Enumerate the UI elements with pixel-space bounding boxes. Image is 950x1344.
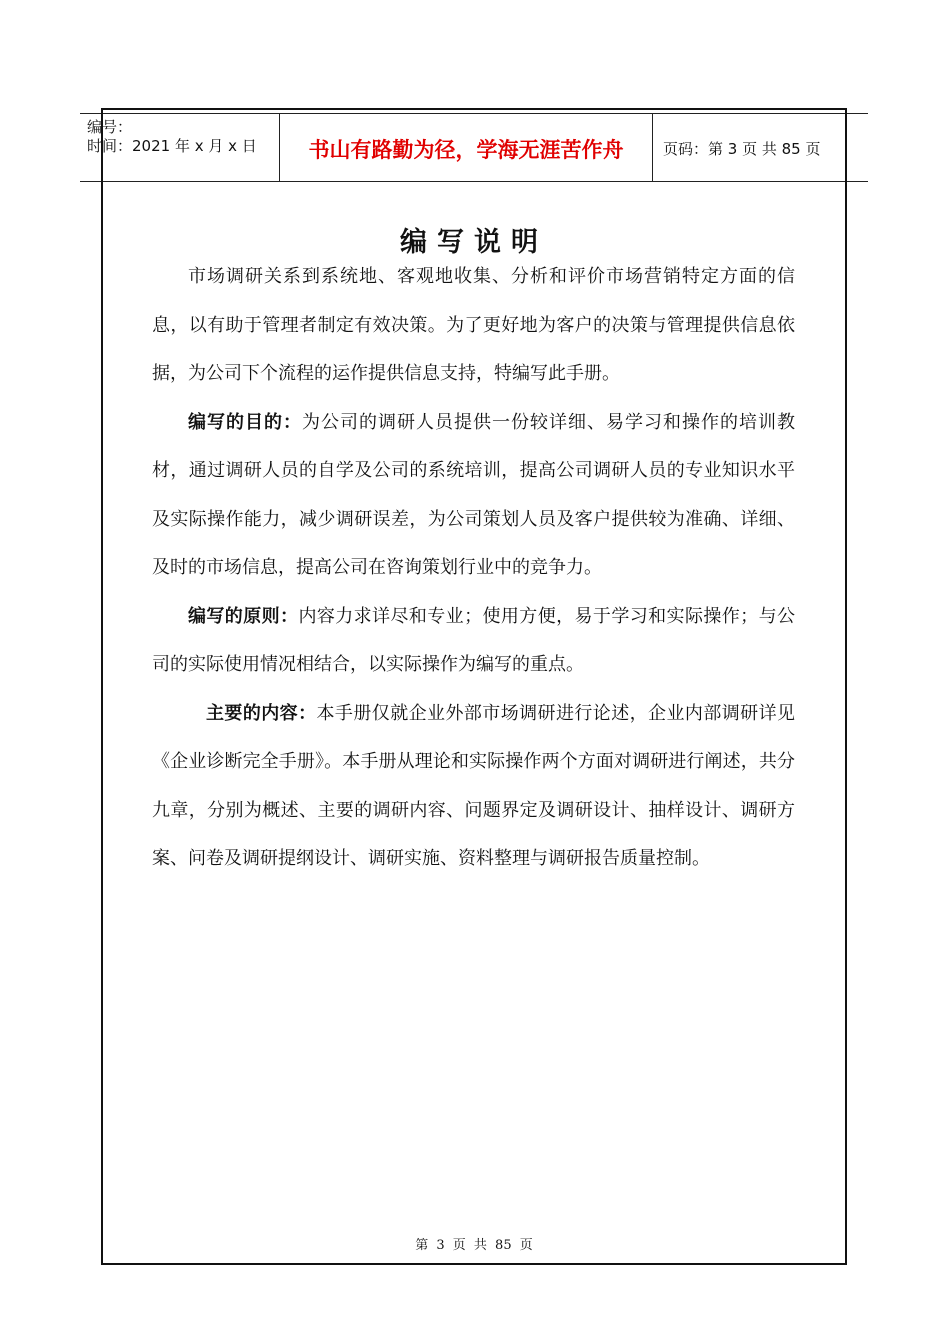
paragraph-purpose-heading: 编写的目的： xyxy=(188,411,302,433)
document-body xyxy=(152,253,795,884)
header-page-indicator: 页码：第 3 页 共 85 页 xyxy=(663,140,821,158)
paragraph-purpose xyxy=(152,399,795,593)
paragraph-intro-text: 市场调研关系到系统地、客观地收集、分析和评价市场营销特定方面的信息，以有助于管理者制定有效决策。为了更好地为客户的决策与管理提供信息依据，为公司下个流程的运作提供信息支持，特编写此手册。 xyxy=(152,266,795,384)
paragraph-contents-heading: 主要的内容： xyxy=(206,702,317,724)
paragraph-purpose-text: 为公司的调研人员提供一份较详细、易学习和操作的培训教材，通过调研人员的自学及公司的系统培训，提高公司调研人员的专业知识水平及实际操作能力，减少调研误差，为公司策划人员及客户提供较为准确、详细、及时的市场信息，提高公司在咨询策划行业中的竞争力。 xyxy=(152,411,795,578)
paragraph-contents-text: 本手册仅就企业外部市场调研进行论述，企业内部调研详见《企业诊断完全手册》。本手册从理论和实际操作两个方面对调研进行阐述，共分九章，分别为概述、主要的调研内容、问题界定及调研设计、抽样设计、调研方案、问卷及调研提纲设计、调研实施、资料整理与调研报告质量控制。 xyxy=(152,702,795,869)
paragraph-principles xyxy=(152,593,795,690)
paragraph-principles-text: 内容力求详尽和专业；使用方便，易于学习和实际操作；与公司的实际使用情况相结合，以实际操作为编写的重点。 xyxy=(152,605,795,675)
document-number-label: 编号： xyxy=(87,118,133,136)
document-title: 编写说明 xyxy=(400,227,548,258)
paragraph-contents xyxy=(152,690,795,884)
header-motto: 书山有路勤为径，学海无涯苦作舟 xyxy=(308,138,624,162)
paragraph-intro xyxy=(152,253,795,399)
footer-page-number: 第 3 页 共 85 页 xyxy=(415,1238,533,1253)
paragraph-principles-heading: 编写的原则： xyxy=(188,605,299,627)
document-time-label: 时间：2021 年 x 月 x 日 xyxy=(87,137,257,155)
